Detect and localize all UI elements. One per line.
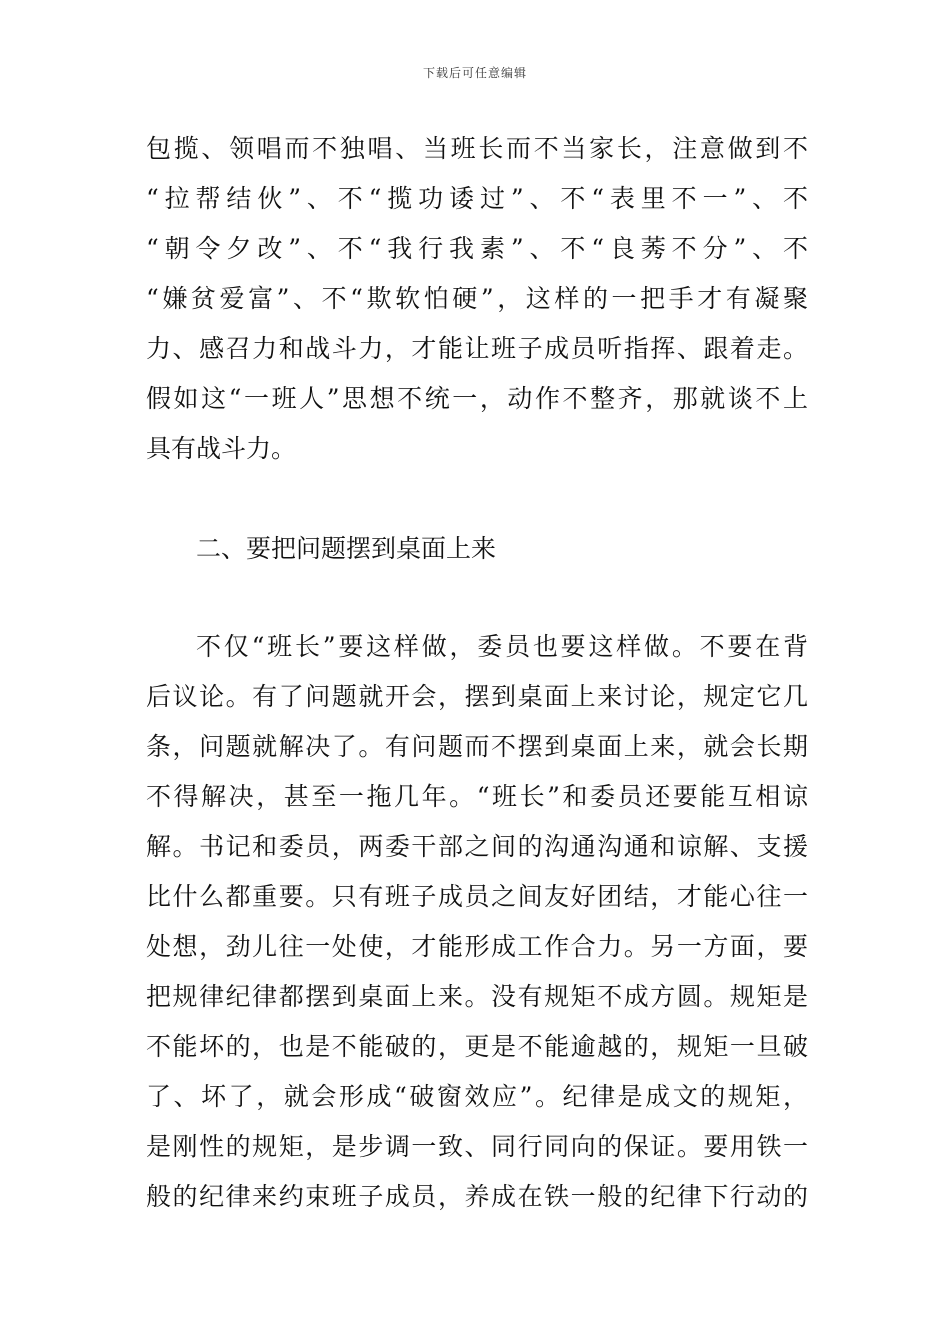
- text-line: 不得解决，甚至一拖几年。“班长”和委员还要能互相谅: [146, 782, 808, 811]
- page-header: 下载后可任意编辑: [422, 66, 527, 80]
- text-line: 条，问题就解决了。有问题而不摆到桌面上来，就会长期: [146, 732, 808, 761]
- text-line: 了、坏了，就会形成“破窗效应”。纪律是成文的规矩，: [146, 1082, 808, 1111]
- text-line: 比什么都重要。只有班子成员之间友好团结，才能心往一: [146, 882, 808, 911]
- text-line: 不能坏的，也是不能破的，更是不能逾越的，规矩一旦破: [146, 1032, 808, 1061]
- text-line: “嫌贫爱富”、不“欺软怕硬”，这样的一把手才有凝聚: [146, 284, 808, 313]
- text-line: 后议论。有了问题就开会，摆到桌面上来讨论，规定它几: [146, 682, 808, 711]
- text-line: “朝令夕改”、不“我行我素”、不“良莠不分”、不: [146, 234, 808, 263]
- text-line: 解。书记和委员，两委干部之间的沟通沟通和谅解、支援: [146, 832, 808, 861]
- text-line: “拉帮结伙”、不“揽功诿过”、不“表里不一”、不: [146, 184, 808, 213]
- text-line: 力、感召力和战斗力，才能让班子成员听指挥、跟着走。: [146, 334, 808, 363]
- section-heading: 二、要把问题摆到桌面上来: [196, 534, 497, 563]
- text-line: 假如这“一班人”思想不统一，动作不整齐，那就谈不上: [146, 384, 808, 413]
- text-line: 把规律纪律都摆到桌面上来。没有规矩不成方圆。规矩是: [146, 982, 808, 1011]
- text-line: 是刚性的规矩，是步调一致、同行同向的保证。要用铁一: [146, 1132, 808, 1161]
- text-line: 般的纪律来约束班子成员，养成在铁一般的纪律下行动的: [146, 1182, 808, 1211]
- text-line: 具有战斗力。: [146, 434, 297, 463]
- text-line: 处想，劲儿往一处使，才能形成工作合力。另一方面，要: [146, 932, 808, 961]
- text-line: 包揽、领唱而不独唱、当班长而不当家长，注意做到不: [146, 134, 808, 163]
- text-line: 不仅“班长”要这样做，委员也要这样做。不要在背: [196, 632, 808, 661]
